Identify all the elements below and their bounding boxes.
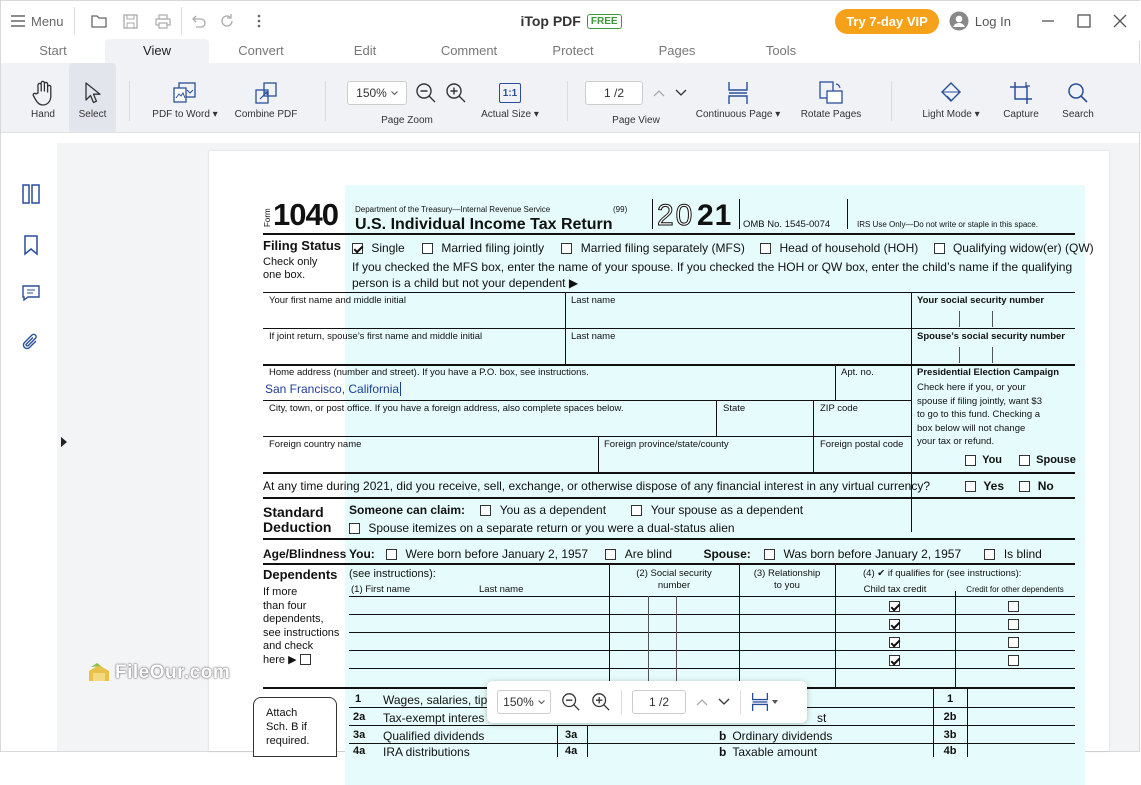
floating-toolbar <box>487 681 807 723</box>
undo-button[interactable] <box>181 7 209 35</box>
zoom-value: 150% <box>356 86 387 100</box>
comments-icon[interactable] <box>20 282 42 304</box>
chevron-down-icon[interactable] <box>675 89 687 97</box>
spouse-itemizes-checkbox[interactable] <box>349 523 360 534</box>
hamburger-icon <box>11 15 25 27</box>
document-canvas[interactable] <box>73 143 1139 759</box>
standard-heading: Standard <box>263 504 324 520</box>
rotate-pages-button[interactable] <box>797 63 865 133</box>
more-vertical-icon <box>257 14 261 28</box>
dependents-see-instructions: (see instructions): <box>349 568 436 580</box>
tab-pages[interactable]: Pages <box>658 43 696 58</box>
actual-size-label: Actual Size ▾ <box>481 109 539 120</box>
continuous-page-label: Continuous Page ▾ <box>695 109 781 120</box>
capture-icon <box>1009 77 1033 109</box>
bookmark-icon[interactable] <box>20 234 42 256</box>
watermark <box>87 661 230 685</box>
vertical-scrollbar[interactable] <box>1127 143 1139 751</box>
qw-checkbox[interactable] <box>934 243 945 254</box>
mfj-checkbox[interactable] <box>422 243 433 254</box>
float-zoom-value: 150% <box>503 695 534 709</box>
zoom-out-icon[interactable] <box>415 82 437 104</box>
zoom-out-icon[interactable] <box>561 692 581 712</box>
minimize-button[interactable] <box>1035 8 1061 34</box>
line-1-right-box: 1 <box>946 693 954 705</box>
mfs-note-line2: person is a child but not your dependent ▶ <box>352 276 579 290</box>
spouse-label: Spouse: <box>703 547 751 561</box>
city-label: City, town, or post office. If you have a foreign address, also complete spaces below. <box>269 403 624 414</box>
more-dependents-checkbox[interactable] <box>300 654 311 665</box>
app-name: iTop PDF <box>520 13 581 29</box>
pec-title: Presidential Election Campaign <box>917 367 1060 378</box>
someone-can-claim-row <box>349 503 803 517</box>
ctc-checkbox-1 <box>889 600 900 612</box>
state-label: State <box>723 403 746 414</box>
you-born-before-label: Were born before January 2, 1957 <box>405 547 589 561</box>
ctc-checkbox-3 <box>889 636 900 648</box>
line-2b-fragment: st <box>817 711 827 725</box>
spouse-ssn-label: Spouse’s social security number <box>917 331 1066 342</box>
hoh-label: Head of household (HOH) <box>779 241 919 255</box>
search-icon <box>1067 77 1089 109</box>
close-button[interactable] <box>1107 8 1133 34</box>
spouse-dependent-label: Your spouse as a dependent <box>650 503 804 517</box>
sidebar-collapse-strip[interactable] <box>57 143 73 751</box>
cod-checkbox-3 <box>1008 636 1019 648</box>
line-4b-right-box: 4b <box>943 745 957 757</box>
year-bold: 21 <box>697 199 733 232</box>
zoom-in-icon[interactable] <box>445 82 467 104</box>
dep-qualifies-header: (4) ✔ if qualifies for (see instructions): <box>863 568 1022 579</box>
caret-down-icon <box>772 700 778 704</box>
you-dependent-checkbox[interactable] <box>480 505 491 516</box>
spouse-itemizes-label: Spouse itemizes on a separate return or you were a dual-status alien <box>368 521 735 535</box>
title-bar-left <box>11 1 273 41</box>
page-number-input[interactable]: 1 /2 <box>585 81 643 105</box>
you-label: You: <box>349 547 375 561</box>
hand-tool-button[interactable] <box>21 63 65 133</box>
continuous-page-icon <box>751 692 769 712</box>
watermark-text: FileOur.com <box>115 662 231 683</box>
chevron-down-icon <box>538 700 545 705</box>
chevron-down-icon <box>391 91 398 96</box>
line-2a-number: 2a <box>353 711 366 723</box>
ribbon-tabs <box>1 39 1141 63</box>
minimize-icon <box>1041 14 1055 28</box>
pec-text: Check here if you, or your spouse if filing jointly, want $3 to go to this fund. Checking a box below will not change your tax or refund. <box>917 382 1042 447</box>
combine-pdf-icon <box>255 77 277 109</box>
credit-other-header: Credit for other dependents <box>966 585 1064 594</box>
hoh-checkbox[interactable] <box>760 243 771 254</box>
line-2a-label: Tax-exempt interes <box>383 711 485 725</box>
capture-label: Capture <box>1003 109 1039 120</box>
home-address-label: Home address (number and street). If you have a P.O. box, see instructions. <box>269 367 589 378</box>
ribbon-toolbar <box>1 63 1141 133</box>
vc-no-checkbox[interactable] <box>1019 481 1030 492</box>
actual-size-button[interactable] <box>475 63 545 133</box>
expand-panel-icon[interactable] <box>61 437 67 447</box>
dep-rel-header-2: to you <box>774 580 800 591</box>
first-name-label: Your first name and middle initial <box>269 295 406 306</box>
page-zoom-label: Page Zoom <box>381 115 433 126</box>
tab-start[interactable]: Start <box>39 43 67 58</box>
ctc-checkbox-2 <box>889 618 900 630</box>
tab-convert[interactable]: Convert <box>238 43 284 58</box>
select-tool-button[interactable] <box>69 63 116 133</box>
line-3a-number: 3a <box>353 729 366 741</box>
department-label: Department of the Treasury—Internal Revenue Service <box>355 205 551 214</box>
maximize-button[interactable] <box>1071 8 1097 34</box>
line-4a-box-label: 4a <box>565 745 578 757</box>
page-zoom-group <box>343 63 471 133</box>
mfs-note-line1: If you checked the MFS box, enter the name of your spouse. If you checked the HOH or QW box, enter the child’s name if the qualifying <box>352 260 1073 274</box>
foreign-province-label: Foreign province/state/county <box>604 439 729 450</box>
dep-ssn-header-1: (2) Social security <box>636 568 712 579</box>
filing-status-options <box>352 241 1094 255</box>
actual-size-icon: 1:1 <box>499 77 521 109</box>
deduction-heading: Deduction <box>263 519 332 535</box>
dependents-heading: Dependents <box>263 567 338 582</box>
omb-number: OMB No. 1545-0074 <box>743 219 831 230</box>
last-name-label: Last name <box>571 295 616 306</box>
check-only-label: Check only <box>263 256 318 268</box>
float-divider <box>740 690 741 714</box>
single-label: Single <box>371 241 405 255</box>
title-bar-right <box>835 1 1133 41</box>
tab-protect[interactable]: Protect <box>552 43 594 58</box>
someone-can-claim-label: Someone can claim: <box>349 503 466 517</box>
vc-no-label: No <box>1037 479 1054 493</box>
float-page-input[interactable]: 1 /2 <box>632 690 686 714</box>
save-button[interactable] <box>117 7 145 35</box>
spouse-itemizes-row <box>349 521 735 535</box>
rotate-pages-label: Rotate Pages <box>800 109 862 120</box>
foreign-country-label: Foreign country name <box>269 439 362 450</box>
line-1-label: Wages, salaries, tip <box>383 693 488 707</box>
menu-button[interactable] <box>11 7 75 35</box>
pec-spouse-label: Spouse <box>1036 454 1076 466</box>
hand-label: Hand <box>31 109 55 120</box>
pdf-to-word-label: PDF to Word ▾ <box>152 109 218 120</box>
free-badge: FREE <box>587 14 622 29</box>
zoom-in-icon[interactable] <box>591 692 611 712</box>
pec-you-checkbox[interactable] <box>965 455 976 466</box>
home-address-input[interactable]: San Francisco, California <box>265 382 400 396</box>
irs-use-only: IRS Use Only—Do not write or staple in this space. <box>857 220 1038 229</box>
ssn-label: Your social security number <box>917 295 1045 306</box>
continuous-page-button[interactable] <box>693 63 783 133</box>
you-dependent-label: You as a dependent <box>499 503 607 517</box>
search-label: Search <box>1062 109 1094 120</box>
pdf-to-word-icon <box>173 77 197 109</box>
line-4a-number: 4a <box>353 745 366 757</box>
ribbon-divider <box>891 81 892 121</box>
line-2b-right-box: 2b <box>943 711 957 723</box>
chevron-down-icon[interactable] <box>718 698 730 706</box>
vc-yes-checkbox[interactable] <box>965 481 976 492</box>
undo-icon <box>190 14 206 28</box>
open-file-button[interactable] <box>85 7 113 35</box>
you-born-before-checkbox[interactable] <box>386 549 397 560</box>
dep-first-name-header: (1) First name <box>351 584 411 595</box>
tab-edit[interactable]: Edit <box>353 43 377 58</box>
printer-icon <box>155 14 171 29</box>
redo-icon <box>219 13 235 29</box>
you-blind-label: Are blind <box>624 547 673 561</box>
light-mode-icon <box>939 77 963 109</box>
you-blind-checkbox[interactable] <box>605 549 616 560</box>
cod-checkbox-4 <box>1008 654 1019 666</box>
virtual-currency-question: At any time during 2021, did you receive, sell, exchange, or otherwise dispose of any financial interest in any virtual currency? <box>263 479 931 493</box>
try-vip-button[interactable]: Try 7-day VIP <box>835 9 939 34</box>
folder-icon <box>91 14 107 28</box>
spouse-born-before-checkbox[interactable] <box>764 549 775 560</box>
pdf-page <box>209 151 1109 759</box>
pdf-to-word-button[interactable] <box>147 63 223 133</box>
ribbon-divider <box>129 81 130 121</box>
filing-status-heading: Filing Status <box>263 238 341 253</box>
form-title: U.S. Individual Income Tax Return <box>355 216 613 233</box>
single-checkbox[interactable] <box>352 243 363 254</box>
float-zoom-select[interactable] <box>497 690 551 714</box>
qw-label: Qualifying widow(er) (QW) <box>952 241 1094 255</box>
user-avatar-icon <box>949 11 969 31</box>
page-view-group <box>585 63 687 133</box>
pec-you-label: You <box>982 454 1003 466</box>
chevron-up-icon[interactable] <box>653 89 665 97</box>
attachment-icon[interactable] <box>20 331 42 353</box>
dep-ssn-header-2: number <box>657 580 691 591</box>
save-icon <box>123 14 138 29</box>
watermark-logo-icon <box>87 661 111 685</box>
spouse-dependent-checkbox[interactable] <box>631 505 642 516</box>
spouse-blind-label: Is blind <box>1003 547 1042 561</box>
zip-label: ZIP code <box>820 403 858 414</box>
child-tax-credit-header: Child tax credit <box>863 584 927 595</box>
hand-icon <box>32 77 54 109</box>
page-view-label: Page View <box>612 115 660 126</box>
login-button[interactable] <box>949 11 1011 31</box>
chevron-up-icon[interactable] <box>696 698 708 706</box>
select-label: Select <box>78 109 107 120</box>
line-3a-box-label: 3a <box>565 729 578 741</box>
ribbon-divider <box>325 81 326 121</box>
form-1040 <box>263 197 1094 759</box>
form-number: 1040 <box>273 197 338 232</box>
light-mode-button[interactable] <box>913 63 989 133</box>
line-3a-label: Qualified dividends <box>383 729 485 743</box>
dep-last-name-header: Last name <box>479 584 524 595</box>
line-4a-label: IRA distributions <box>383 745 470 759</box>
combine-pdf-button[interactable] <box>231 63 301 133</box>
tab-tools[interactable]: Tools <box>765 43 797 58</box>
mfs-checkbox[interactable] <box>561 243 572 254</box>
line-3b-row: b Ordinary dividends <box>719 729 833 743</box>
line-4b-row: b Taxable amount <box>719 745 818 759</box>
float-divider <box>621 690 622 714</box>
tab-comment[interactable]: Comment <box>440 43 498 58</box>
ctc-checkbox-4 <box>889 654 900 666</box>
dependents-note: If more than four dependents, see instructions and check here ▶ <box>263 586 340 666</box>
cursor-arrow-icon <box>84 77 102 109</box>
line-1-number: 1 <box>355 693 362 705</box>
spouse-first-name-label: If joint return, spouse’s first name and middle initial <box>269 331 483 342</box>
foreign-postal-label: Foreign postal code <box>820 439 904 450</box>
form-word: Form <box>263 208 272 227</box>
form-code: (99) <box>613 205 628 214</box>
float-page-layout-button[interactable] <box>751 692 778 712</box>
capture-button[interactable] <box>997 63 1045 133</box>
tab-view[interactable]: View <box>105 39 209 63</box>
virtual-currency-options <box>965 479 1054 493</box>
spouse-blind-checkbox[interactable] <box>984 549 995 560</box>
rotate-pages-icon <box>819 77 843 109</box>
age-blindness-label: Age/Blindness <box>263 547 347 561</box>
login-label: Log In <box>974 13 1011 29</box>
light-mode-label: Light Mode ▾ <box>922 109 980 120</box>
cod-checkbox-2 <box>1008 618 1019 630</box>
pec-checkboxes <box>965 454 1076 466</box>
title-bar <box>1 1 1141 41</box>
mfs-label: Married filing separately (MFS) <box>580 241 745 255</box>
maximize-icon <box>1077 14 1091 28</box>
one-box-label: one box. <box>263 269 306 281</box>
attach-sch-b-box: Attach Sch. B if required. <box>253 697 337 757</box>
menu-label: Menu <box>31 13 64 29</box>
apt-no-label: Apt. no. <box>841 367 874 378</box>
cod-checkbox-1 <box>1008 600 1019 612</box>
zoom-select[interactable] <box>347 81 407 105</box>
line-3b-right-box: 3b <box>943 729 957 741</box>
ribbon-divider <box>567 81 568 121</box>
spouse-born-before-label: Was born before January 2, 1957 <box>783 547 962 561</box>
combine-pdf-label: Combine PDF <box>234 109 298 120</box>
left-sidebar <box>1 143 59 751</box>
spouse-last-name-label: Last name <box>571 331 616 342</box>
more-options-button[interactable] <box>245 7 273 35</box>
age-blindness-row <box>349 547 1042 561</box>
vc-yes-label: Yes <box>983 479 1005 493</box>
print-button[interactable] <box>149 7 177 35</box>
close-icon <box>1113 14 1127 28</box>
year-outline: 20 <box>657 199 695 232</box>
pec-spouse-checkbox[interactable] <box>1019 455 1030 466</box>
thumbnails-icon[interactable] <box>20 183 42 205</box>
continuous-page-icon <box>727 77 749 109</box>
dep-rel-header-1: (3) Relationship <box>753 568 821 579</box>
mfj-label: Married filing jointly <box>441 241 545 255</box>
search-button[interactable] <box>1055 63 1101 133</box>
redo-button[interactable] <box>213 7 241 35</box>
